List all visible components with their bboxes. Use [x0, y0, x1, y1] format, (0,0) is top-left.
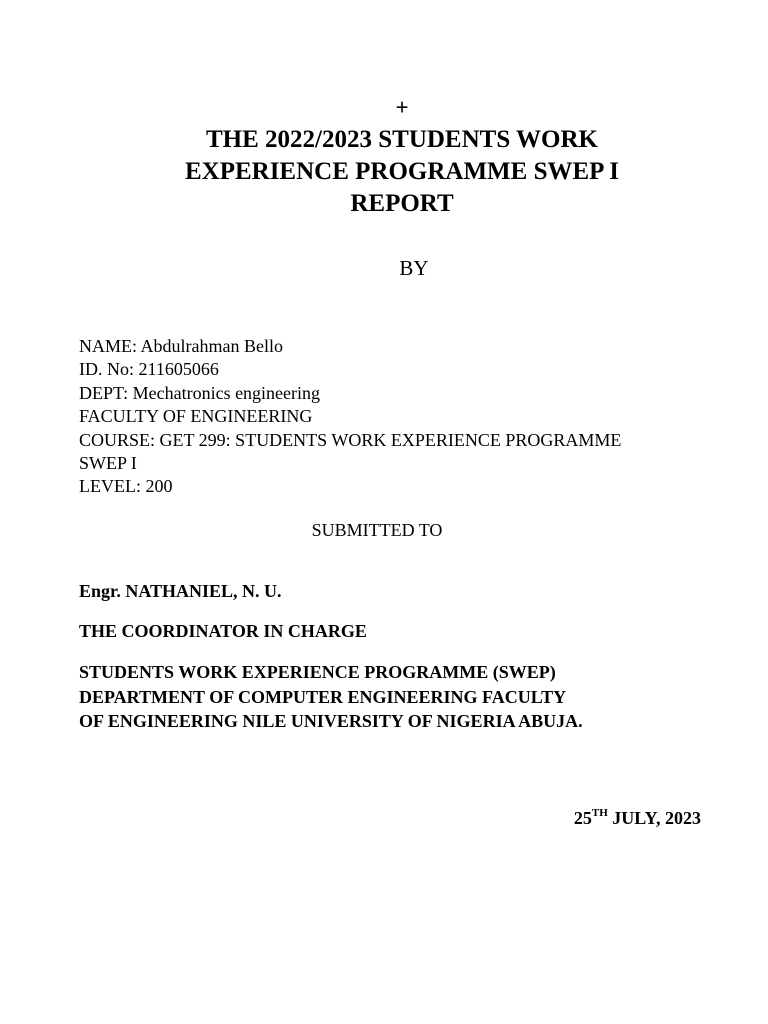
by-label: BY	[399, 256, 429, 280]
student-dept: DEPT: Mechatronics engineering	[79, 382, 321, 403]
student-course-cont: SWEP I	[79, 453, 137, 474]
submission-date	[574, 806, 701, 830]
student-info	[79, 335, 739, 499]
organization-line: STUDENTS WORK EXPERIENCE PROGRAMME (SWEP)	[79, 662, 556, 682]
student-id: ID. No: 211605066	[79, 359, 219, 380]
student-level: LEVEL: 200	[79, 476, 173, 497]
report-title	[0, 124, 768, 220]
recipient-organization	[79, 660, 583, 734]
organization-line: OF ENGINEERING NILE UNIVERSITY OF NIGERIA ABUJA.	[79, 711, 583, 731]
date-suffix: TH	[591, 807, 608, 819]
recipient-role: THE COORDINATOR IN CHARGE	[79, 621, 367, 641]
submitted-to-label: SUBMITTED TO	[311, 520, 443, 540]
student-name: NAME: Abdulrahman Bello	[79, 336, 283, 356]
recipient-name: Engr. NATHANIEL, N. U.	[79, 581, 282, 601]
plus-marker: +	[395, 95, 409, 120]
date-month-year: JULY, 2023	[607, 808, 701, 828]
organization-line: DEPARTMENT OF COMPUTER ENGINEERING FACULTY	[79, 686, 567, 707]
date-day: 25	[573, 808, 592, 828]
report-title-line: REPORT	[350, 190, 454, 217]
student-course: COURSE: GET 299: STUDENTS WORK EXPERIENCE PROGRAMME	[79, 429, 622, 450]
report-title-line: EXPERIENCE PROGRAMME SWEP I	[184, 158, 620, 185]
student-faculty: FACULTY OF ENGINEERING	[79, 406, 313, 427]
report-title-line: THE 2022/2023 STUDENTS WORK	[206, 126, 598, 153]
